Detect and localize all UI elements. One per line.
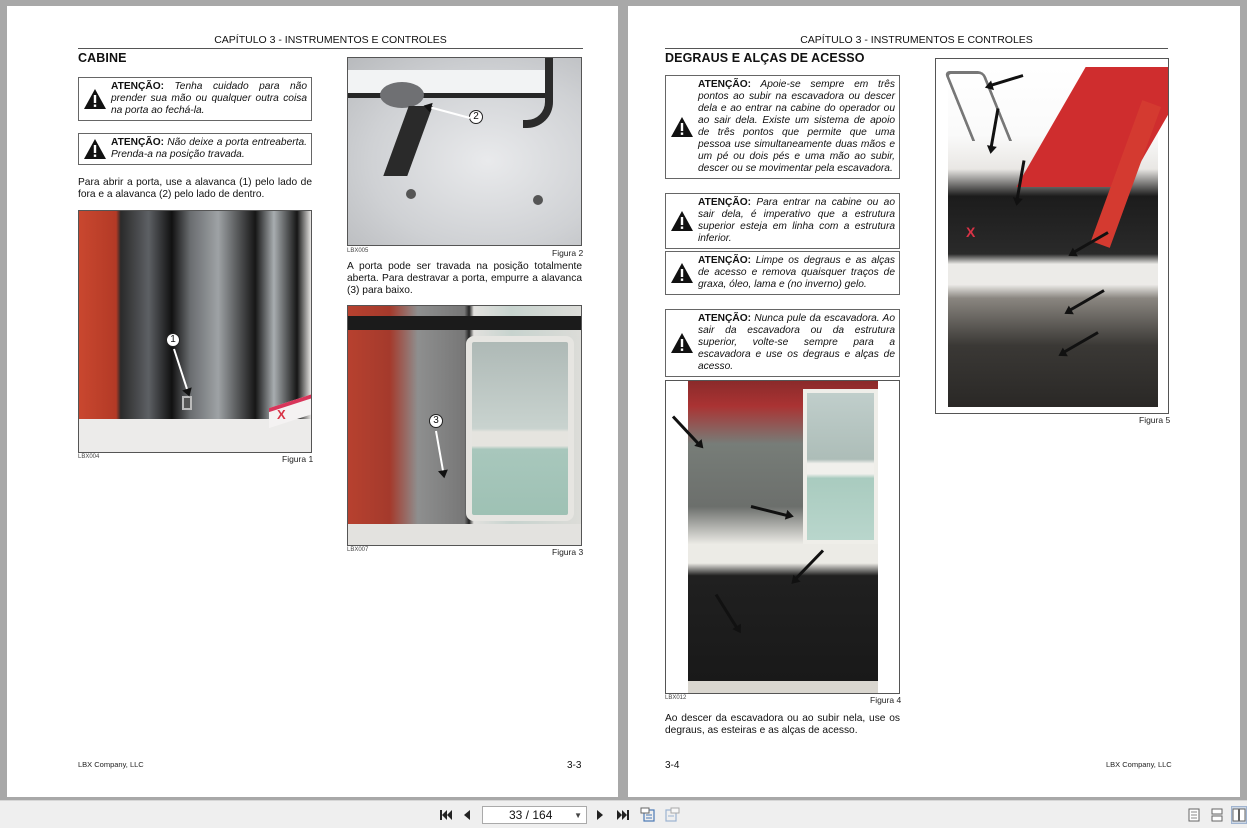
callout-3: 3 [429,414,443,428]
first-page-button[interactable] [438,807,454,823]
figure-label: Figura 1 [282,454,314,464]
two-page-icon [1232,808,1246,822]
figure-label: Figura 3 [552,547,584,557]
warning-triangle-icon [83,88,107,110]
figure-4-photo [665,380,900,694]
instruction-paragraph: Para abrir a porta, use a alavanca (1) pelo lado de fora e a alavanca (2) pelo lado de dentro. [78,177,312,200]
navigation-toolbar [0,800,1247,828]
continuous-view-button[interactable] [1209,806,1225,824]
back-view-icon [640,807,656,823]
figure-code: LBX012 [665,695,687,701]
instruction-paragraph: A porta pode ser travada na posição totalmente aberta. Para destravar a porta, empurre a alavanca (3) para baixo. [347,261,582,296]
last-page-button[interactable] [614,807,630,823]
door-handle [182,396,192,410]
inner-lever [380,82,424,108]
callout-1: 1 [166,333,180,347]
single-page-icon [1188,808,1200,822]
page-number: 3-4 [665,760,680,771]
footer-company: LBX Company, LLC [1106,760,1172,769]
figure-label: Figura 2 [552,248,584,258]
chapter-header: CAPÍTULO 3 - INSTRUMENTOS E CONTROLES [665,34,1168,49]
cab-base [348,524,582,546]
page-number-select[interactable] [482,806,587,824]
warning-box [78,133,312,165]
section-title: CABINE [78,51,127,65]
callout-leader [429,106,470,119]
chapter-header: CAPÍTULO 3 - INSTRUMENTOS E CONTROLES [78,34,583,49]
window-seal [523,58,553,128]
warning-text: Apoie-se sempre em três pontos ao subir na escavadora ou descer dela e ao entrar na cabine do operador ou ao sair dela. Existe um sistema de apoio de três pontos que permite que uma pessoa use simultaneamente duas mãos e um pé ou dois pés e uma mão ao subir, descer ou se movimentar pela escavadora. [698,79,895,174]
callout-leader [173,349,188,391]
warning-label: ATENÇÃO: [698,255,752,266]
go-forward-view-button[interactable] [663,807,681,823]
continuous-page-icon [1211,808,1223,822]
warning-box [665,75,900,179]
figure-3-photo [347,305,582,546]
page-3-4 [628,6,1240,797]
warning-box [665,309,900,377]
ground [688,681,878,694]
warning-triangle-icon [83,138,107,160]
callout-leader [435,431,444,473]
figure-1-photo [78,210,312,453]
prev-page-button[interactable] [460,807,474,823]
warning-box [78,77,312,121]
page-indicator: 33 / 164 [509,808,553,822]
warning-box [665,193,900,249]
chevron-down-icon: ▼ [574,811,582,820]
page-3-3 [7,6,618,797]
go-back-view-button[interactable] [639,807,657,823]
figure-label: Figura 5 [1139,415,1171,425]
next-page-icon [596,809,604,821]
warning-triangle-icon [670,262,694,284]
warning-label: ATENÇÃO: [698,313,752,324]
warning-triangle-icon [670,116,694,138]
instruction-paragraph: Ao descer da escavadora ou ao subir nela, use os degraus, as esteiras e as alças de acesso. [665,713,900,736]
figure-5-photo [935,58,1169,414]
brand-logo: X [966,224,976,240]
warning-triangle-icon [670,332,694,354]
forward-view-icon [664,807,680,823]
cab-roof [348,316,582,330]
brand-logo: X [277,407,286,422]
cab-door [803,389,878,544]
warning-text: Limpe os degraus e as alças de acesso e remova quaisquer traços de graxa, óleo, lama e (no inverno) gelo. [698,255,895,290]
single-page-view-button[interactable] [1186,806,1202,824]
next-page-button[interactable] [593,807,607,823]
page-number: 3-3 [567,760,582,771]
figure-code: LBX004 [78,454,100,460]
figure-code: LBX005 [347,248,369,254]
warning-text: Tenha cuidado para não prender sua mão ou qualquer outra coisa na porta ao fechá-la. [111,81,307,116]
open-door [466,336,574,521]
lever-strap [383,106,432,176]
last-page-icon [616,809,629,821]
section-title: DEGRAUS E ALÇAS DE ACESSO [665,51,865,65]
warning-box [665,251,900,295]
bolt [533,195,543,205]
bolt [406,189,416,199]
prev-page-icon [463,809,471,821]
warning-text: Não deixe a porta entreaberta. Prenda-a na posição travada. [111,137,307,160]
callout-2: 2 [469,110,483,124]
footer-company: LBX Company, LLC [78,760,144,769]
warning-text: Nunca pule da escavadora. Ao sair da escavadora ou da estrutura superior, volte-se sempre para a escavadora e use os degraus e alças de acesso. [698,313,895,372]
warning-label: ATENÇÃO: [698,197,752,208]
figure-2-photo [347,57,582,246]
warning-triangle-icon [670,210,694,232]
first-page-icon [440,809,453,821]
warning-label: ATENÇÃO: [111,137,165,148]
window-frame [348,70,548,98]
warning-label: ATENÇÃO: [698,79,752,90]
warning-label: ATENÇÃO: [111,81,165,92]
two-page-view-button[interactable] [1231,806,1247,824]
figure-code: LBX007 [347,547,369,553]
warning-text: Para entrar na cabine ou ao sair dela, é imperativo que a estrutura superior esteja em linha com a estrutura inferior. [698,197,895,244]
figure-label: Figura 4 [870,695,902,705]
